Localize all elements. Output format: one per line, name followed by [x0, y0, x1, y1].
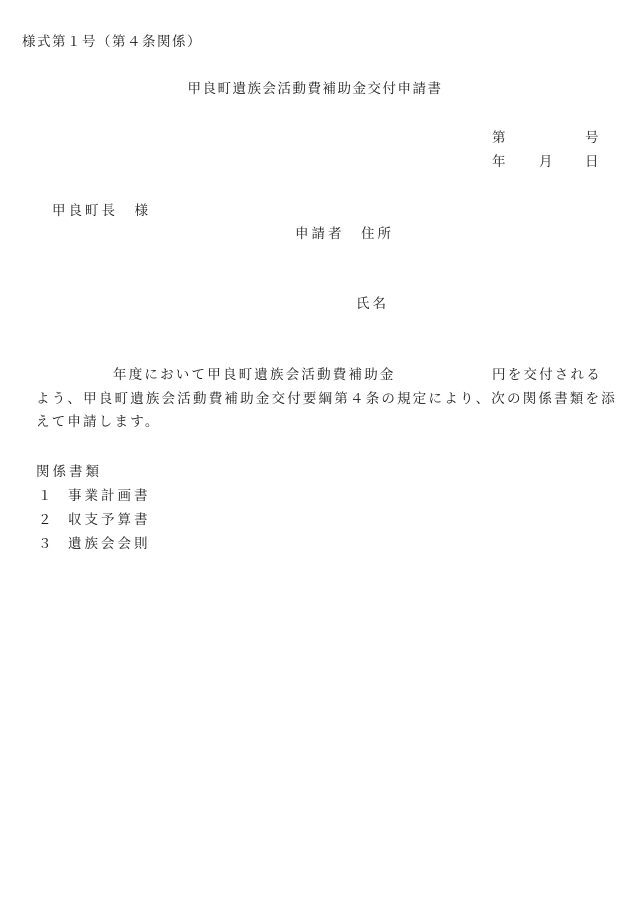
date-month-label: 月: [539, 154, 553, 170]
body-line-2: よう、甲良町遺族会活動費補助金交付要綱第４条の規定により、次の関係書類を添: [36, 390, 617, 407]
applicant-address-label: 申請者 住所: [295, 226, 394, 242]
addressee: 甲良町長 様: [52, 203, 151, 219]
reference-number-suffix: 号: [585, 130, 599, 146]
document-item-label: 遺族会会則: [68, 536, 151, 552]
document-title: 甲良町遺族会活動費補助金交付申請書: [187, 81, 443, 97]
document-item-label: 事業計画書: [68, 488, 151, 504]
date-day-label: 日: [585, 154, 599, 170]
body-line-3: えて申請します。: [36, 414, 161, 430]
document-list-item: [38, 508, 151, 528]
application-body: [36, 364, 617, 435]
document-item-number: ２: [38, 512, 55, 528]
document-item-label: 収支予算書: [68, 512, 151, 528]
date-year-label: 年: [492, 154, 506, 170]
body-line-1-part-2: 円を交付される: [492, 367, 602, 383]
document-list-item: [38, 532, 151, 552]
form-number: 様式第１号（第４条関係）: [22, 34, 202, 50]
body-line-1-part-1: 年度において甲良町遺族会活動費補助金: [113, 367, 396, 383]
document-list-item: [38, 484, 151, 504]
body-line-1: [36, 364, 601, 388]
applicant-name-label: 氏名: [356, 296, 389, 312]
related-documents-heading: 関係書類: [36, 464, 102, 480]
document-item-number: ３: [38, 536, 55, 552]
document-item-number: １: [38, 488, 55, 504]
reference-number-prefix: 第: [492, 130, 506, 146]
